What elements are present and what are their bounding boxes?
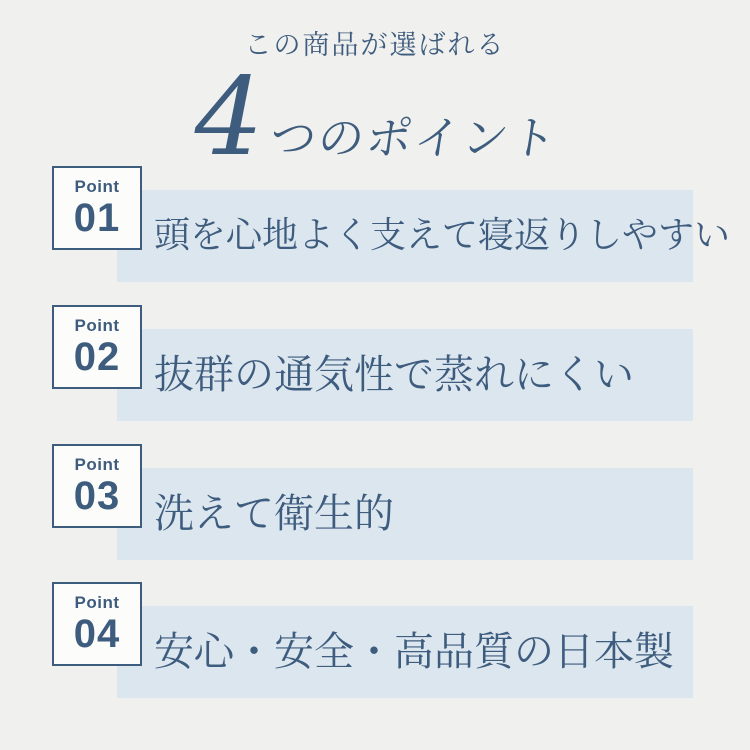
- header-big-number: 4: [194, 55, 264, 181]
- point-row-3: [0, 444, 750, 560]
- point-badge-number-4: 04: [73, 612, 121, 656]
- point-text-2: 抜群の通気性で蒸れにくい: [154, 352, 634, 398]
- point-band-4: [117, 606, 693, 698]
- point-badge-number-3: 03: [73, 474, 121, 518]
- point-band-1: [117, 190, 731, 282]
- point-text-3: 洗えて衛生的: [154, 491, 394, 537]
- point-band-3: [117, 468, 693, 560]
- point-badge-label-1: Point: [74, 177, 120, 196]
- point-badge-number-2: 02: [73, 335, 121, 379]
- point-badge-3: [52, 444, 142, 528]
- point-badge-label-3: Point: [74, 455, 120, 474]
- point-row-4: [0, 582, 750, 698]
- point-badge-4: [52, 582, 142, 666]
- header-subtitle: この商品が選ばれる: [244, 30, 506, 61]
- point-badge-label-4: Point: [74, 593, 120, 612]
- point-badge-label-2: Point: [74, 316, 120, 335]
- point-band-2: [117, 329, 693, 421]
- point-badge-2: [52, 305, 142, 389]
- point-row-2: [0, 305, 750, 421]
- point-row-1: [0, 166, 750, 282]
- header: [0, 30, 750, 181]
- point-text-1: 頭を心地よく支えて寝返りしやすい: [154, 215, 731, 257]
- point-badge-number-1: 01: [73, 196, 121, 240]
- header-title: [0, 55, 750, 181]
- point-text-4: 安心・安全・高品質の日本製: [154, 629, 674, 675]
- point-badge-1: [52, 166, 142, 250]
- header-title-suffix: つのポイント: [266, 111, 563, 166]
